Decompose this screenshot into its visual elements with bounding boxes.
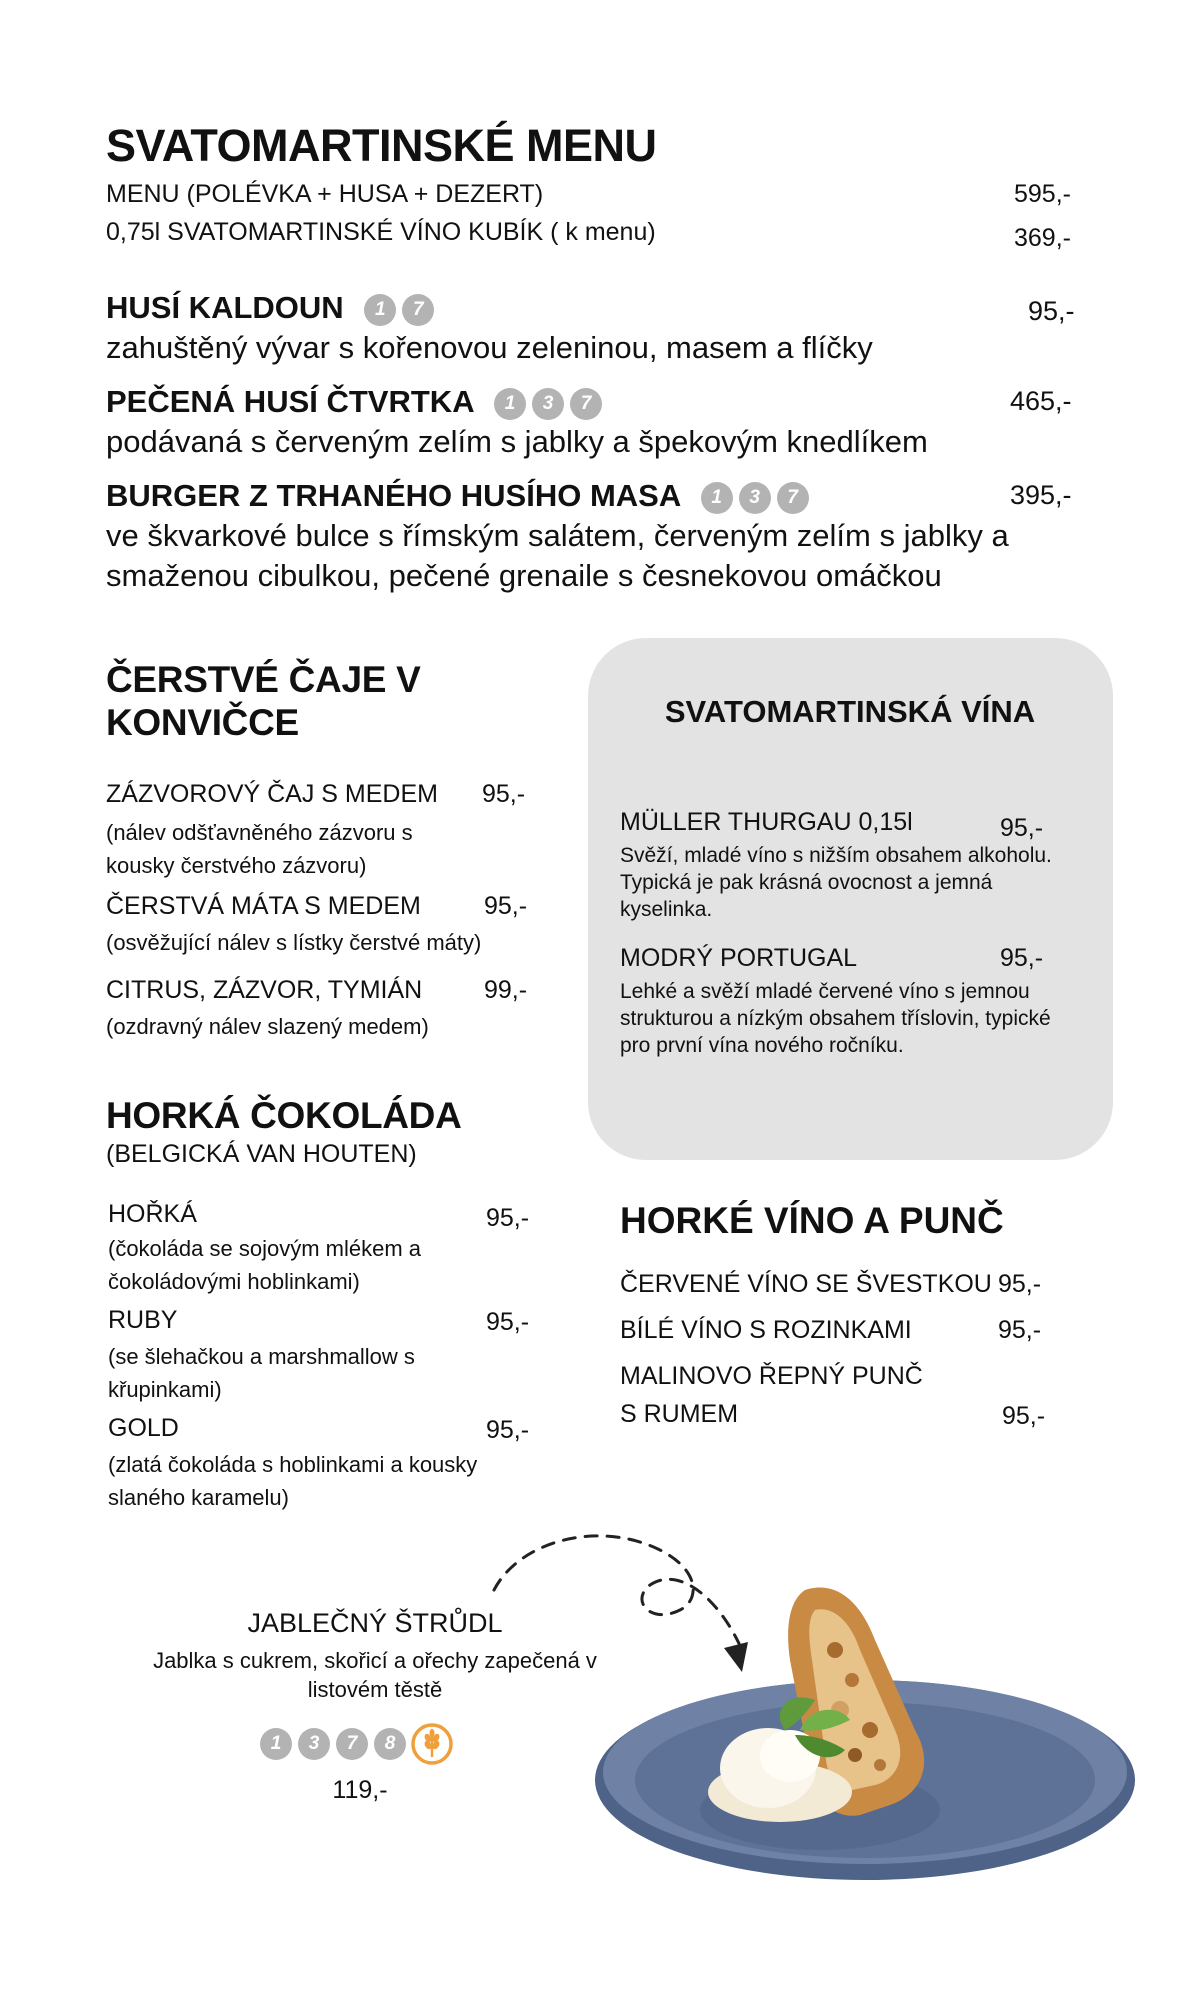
chocolate-name: RUBY [108,1306,178,1334]
chocolate-subtitle: (BELGICKÁ VAN HOUTEN) [106,1140,417,1168]
dish-description: podávaná s červeným zelím s jablky a špekovým knedlíkem [106,424,928,459]
allergen-badges [364,294,434,326]
chocolate-name: GOLD [108,1414,179,1442]
chocolate-description: (zlatá čokoláda s hoblinkami a kousky slaného karamelu) [108,1452,478,1510]
allergen-badge: 3 [298,1728,330,1760]
menu-title: SVATOMARTINSKÉ MENU [106,120,657,171]
allergen-badge: 7 [777,482,809,514]
allergen-badges [701,482,809,514]
strudel-price: 119,- [332,1776,388,1804]
hot-wine-name: MALINOVO ŘEPNÝ PUNČ [620,1362,923,1390]
wines-title: SVATOMARTINSKÁ VÍNA [664,694,1036,729]
set-menu-price: 595,- [1014,180,1071,208]
allergen-badges [494,388,602,420]
tea-price: 95,- [482,780,526,808]
wine-name: MÜLLER THURGAU 0,15l [620,808,913,836]
hot-wine-name: BÍLÉ VÍNO S ROZINKAMI [620,1316,912,1344]
strudel-name: JABLEČNÝ ŠTRŮDL [247,1608,503,1638]
allergen-badge: 1 [701,482,733,514]
dish-price: 95,- [1028,296,1075,326]
chocolate-price: 95,- [486,1416,530,1444]
dish-name: PEČENÁ HUSÍ ČTVRTKA 1 3 7 [106,384,602,420]
tea-price: 99,- [484,976,528,1004]
strudel-plate-illustration [590,1580,1150,1900]
allergen-badge: 7 [402,294,434,326]
allergen-badge: 1 [364,294,396,326]
hot-wine-title: HORKÉ VÍNO A PUNČ [620,1200,1004,1241]
chocolate-description: (čokoláda se sojovým mlékem a čokoládovými hoblinkami) [108,1236,422,1294]
tea-description: (osvěžující nálev s lístky čerstvé máty) [106,930,482,955]
tea-description: (nálev odšťavněného zázvoru s kousky čerstvého zázvoru) [106,820,413,878]
allergen-badge: 1 [260,1728,292,1760]
wine-offer-line: 0,75l SVATOMARTINSKÉ VÍNO KUBÍK ( k menu) [106,218,656,246]
hot-wine-name: ČERVENÉ VÍNO SE ŠVESTKOU [620,1270,992,1298]
chocolate-description: (se šlehačkou a marshmallow s křupinkami) [108,1344,415,1402]
wine-description: Svěží, mladé víno s nižším obsahem alkoholu. Typická je pak krásná ovocnost a jemná kyselinka. [620,844,1052,921]
hot-wine-price: 95,- [1002,1402,1046,1430]
allergen-badge: 7 [336,1728,368,1760]
tea-price: 95,- [484,892,528,920]
hot-wine-name-line2: S RUMEM [620,1400,739,1428]
wine-price: 95,- [1000,814,1044,842]
tea-name: ČERSTVÁ MÁTA S MEDEM [106,892,421,920]
dish-description: ve škvarkové bulce s římským salátem, červeným zelím s jablky a smaženou cibulkou, pečené grenaile s česnekovou omáčkou [106,518,1009,593]
dish-name: BURGER Z TRHANÉHO HUSÍHO MASA 1 3 7 [106,478,809,514]
allergen-badge: 7 [570,388,602,420]
wine-name: MODRÝ PORTUGAL [620,944,858,972]
hot-wine-price: 95,- [998,1270,1042,1298]
wine-offer-price: 369,- [1014,224,1071,252]
teas-title: ČERSTVÉ ČAJE V KONVIČCE [106,659,421,743]
dish-description: zahuštěný vývar s kořenovou zeleninou, masem a flíčky [106,330,873,365]
dish-price: 395,- [1010,480,1072,510]
tea-description: (ozdravný nálev slazený medem) [106,1014,429,1039]
gluten-wheat-icon [410,1722,454,1766]
chocolate-title: HORKÁ ČOKOLÁDA [106,1095,462,1136]
chocolate-price: 95,- [486,1308,530,1336]
chocolate-price: 95,- [486,1204,530,1232]
allergen-badge: 1 [494,388,526,420]
allergen-badge: 3 [532,388,564,420]
tea-name: ZÁZVOROVÝ ČAJ S MEDEM [106,780,438,808]
allergen-badge: 3 [739,482,771,514]
tea-name: CITRUS, ZÁZVOR, TYMIÁN [106,976,423,1004]
set-menu-line: MENU (POLÉVKA + HUSA + DEZERT) [106,180,544,208]
strudel-allergens [260,1722,454,1766]
strudel-description: Jablka s cukrem, skořicí a ořechy zapečená v listovém těstě [153,1648,597,1702]
chocolate-name: HOŘKÁ [108,1200,197,1228]
dish-name: HUSÍ KALDOUN 1 7 [106,290,434,326]
wine-price: 95,- [1000,944,1044,972]
dish-price: 465,- [1010,386,1072,416]
hot-wine-price: 95,- [998,1316,1042,1344]
allergen-badge: 8 [374,1728,406,1760]
wine-description: Lehké a svěží mladé červené víno s jemnou strukturou a nízkým obsahem tříslovin, typické pro první vína nového ročníku. [620,980,1051,1057]
